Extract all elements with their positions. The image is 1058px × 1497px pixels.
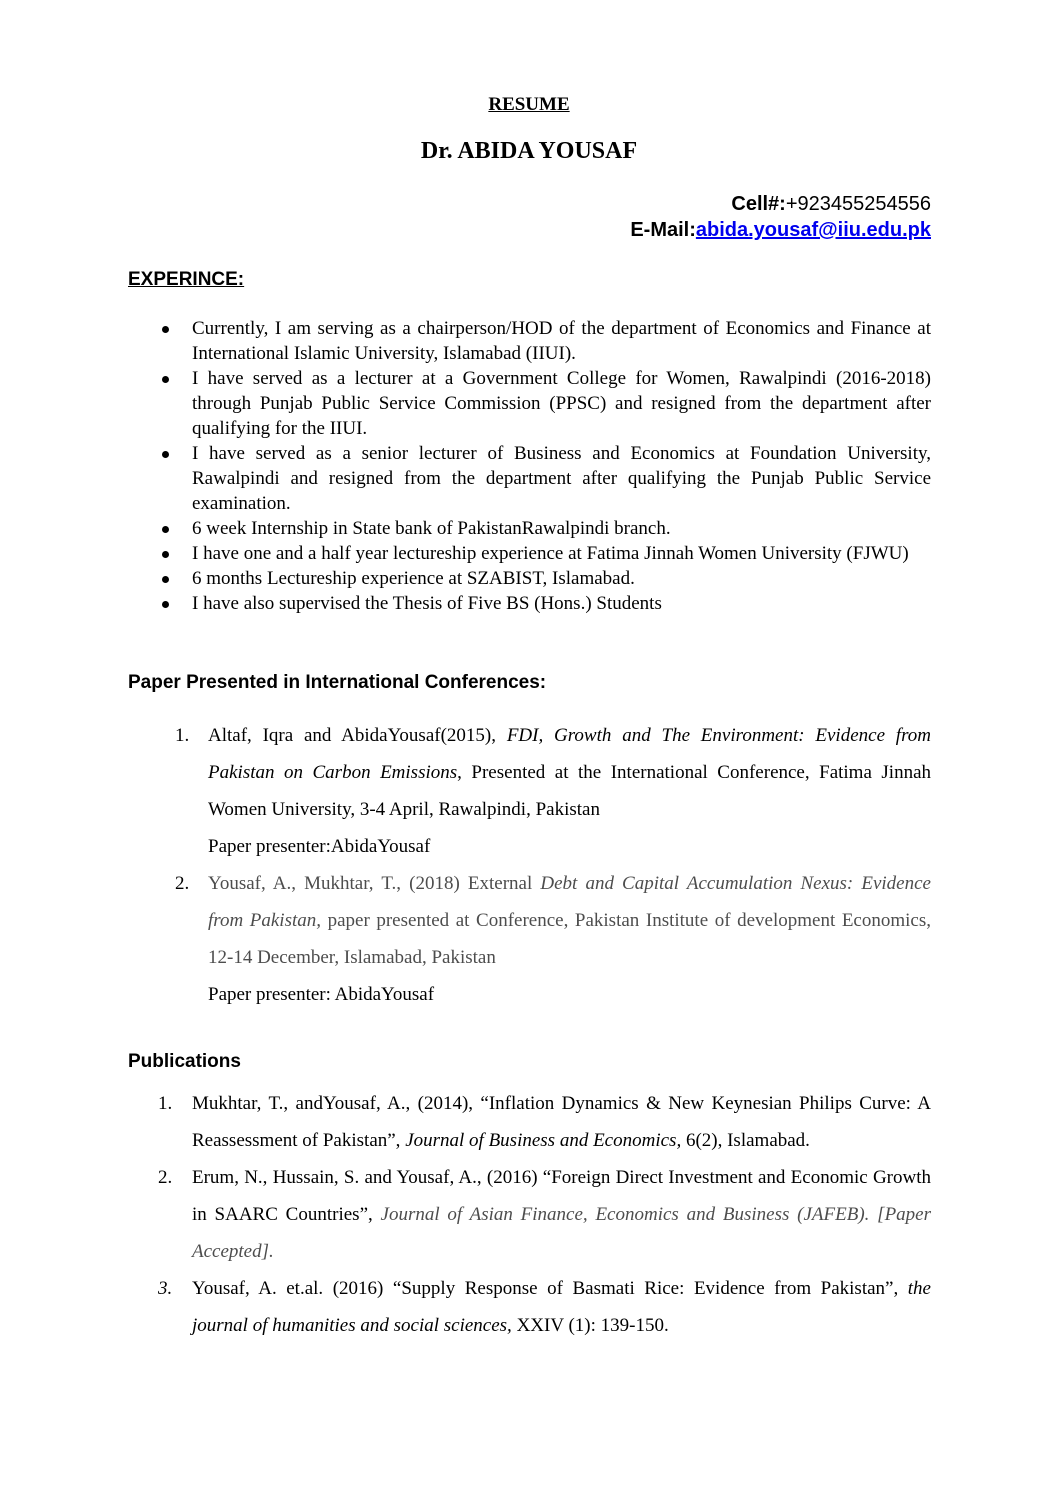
paper-title: Debt and Capital Accumulation Nexus: Evidence from Pakistan,	[208, 873, 931, 931]
list-item: 3. Yousaf, A. et.al. (2016) “Supply Response of Basmati Rice: Evidence from Pakistan”, the journal of humanities and social sciences, XXIV (1): 139-150.	[158, 1270, 931, 1344]
cell-line	[731, 193, 931, 216]
email-label: E-Mail:	[630, 219, 696, 241]
email-line	[630, 219, 931, 242]
list-item: I have served as a senior lecturer of Business and Economics at Foundation University, Rawalpindi and resigned from the department after qualifying the Punjab Public Service examination.	[160, 441, 931, 516]
publications-heading: Publications	[128, 1051, 241, 1072]
list-item: 2. Erum, N., Hussain, S. and Yousaf, A., (2016) “Foreign Direct Investment and Economic Growth in SAARC Countries”, Journal of Asian Finance, Economics and Business (JAFEB). [Paper Accepted].	[158, 1159, 931, 1270]
paper-presenter: Paper presenter: AbidaYousaf	[208, 984, 435, 1005]
journal-name: Journal of Asian Finance, Economics and Business (JAFEB). [Paper Accepted].	[192, 1204, 932, 1262]
list-item: 1. Altaf, Iqra and AbidaYousaf(2015), FDI, Growth and The Environment: Evidence from Pakistan on Carbon Emissions, Presented at the International Conference, Fatima Jinnah Women University, 3-4 April, Rawalpindi, Pakistan Paper presenter:AbidaYousaf	[175, 717, 931, 865]
list-item: 1. Mukhtar, T., andYousaf, A., (2014), “Inflation Dynamics & New Keynesian Philips Curve: A Reassessment of Pakistan”, Journal of Business and Economics, 6(2), Islamabad.	[158, 1085, 931, 1159]
cell-value: +923455254556	[785, 193, 931, 215]
resume-label: RESUME	[488, 94, 570, 115]
list-item: 6 months Lectureship experience at SZABIST, Islamabad.	[160, 566, 931, 591]
item-number: 2.	[158, 1167, 173, 1188]
bullet-icon	[162, 601, 169, 608]
paper-presenter: Paper presenter:AbidaYousaf	[208, 836, 431, 857]
bullet-icon	[162, 326, 169, 333]
item-number: 1.	[158, 1093, 173, 1114]
item-number: 1.	[175, 725, 190, 746]
bullet-icon	[162, 551, 169, 558]
item-number: 2.	[175, 873, 190, 894]
experience-heading: EXPERINCE:	[128, 269, 245, 290]
list-item: 6 week Internship in State bank of PakistanRawalpindi branch.	[160, 516, 931, 541]
journal-name: the journal of humanities and social sciences,	[192, 1278, 931, 1336]
list-item: I have served as a lecturer at a Government College for Women, Rawalpindi (2016-2018) through Punjab Public Service Commission (PPSC) and resigned from the department after qualifying for the IIUI.	[160, 366, 931, 441]
cell-label: Cell#:	[731, 193, 786, 215]
journal-name: Journal of Business and Economics,	[405, 1130, 682, 1151]
bullet-icon	[162, 526, 169, 533]
candidate-name: Dr. ABIDA YOUSAF	[420, 138, 638, 164]
item-number: 3.	[158, 1278, 173, 1299]
list-item: I have also supervised the Thesis of Five BS (Hons.) Students	[160, 591, 931, 616]
publications-list	[158, 1085, 931, 1344]
conferences-heading: Paper Presented in International Conferences:	[128, 672, 547, 693]
list-item: 2. Yousaf, A., Mukhtar, T., (2018) External Debt and Capital Accumulation Nexus: Evidence from Pakistan, paper presented at Conference, Pakistan Institute of development Economics, 12-14 December, Islamabad, Pakistan Paper presenter: AbidaYousaf	[175, 865, 931, 1013]
experience-list	[160, 316, 931, 616]
bullet-icon	[162, 376, 169, 383]
conferences-list	[175, 717, 931, 1013]
paper-title: FDI, Growth and The Environment: Evidence from Pakistan on Carbon Emissions	[208, 725, 931, 783]
list-item: I have one and a half year lectureship experience at Fatima Jinnah Women University (FJWU)	[160, 541, 931, 566]
email-link[interactable]: abida.yousaf@iiu.edu.pk	[695, 219, 931, 241]
bullet-icon	[162, 576, 169, 583]
bullet-icon	[162, 451, 169, 458]
list-item: Currently, I am serving as a chairperson/HOD of the department of Economics and Finance at International Islamic University, Islamabad (IIUI).	[160, 316, 931, 366]
